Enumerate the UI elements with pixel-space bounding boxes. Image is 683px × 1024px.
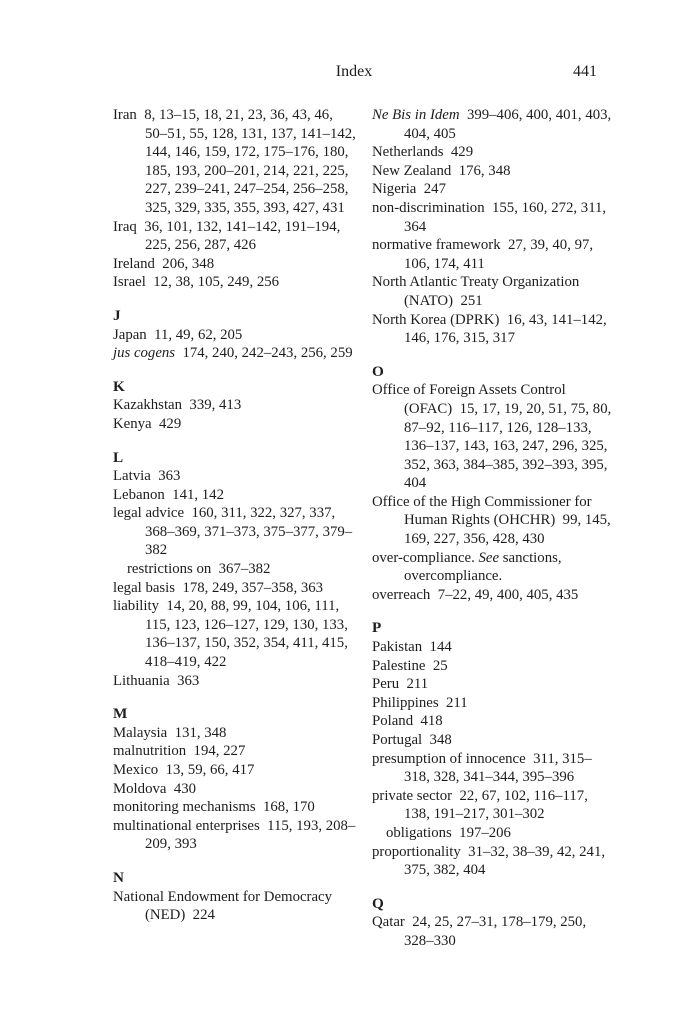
entry-term — [127, 561, 211, 577]
entry-term-part: Moldova — [113, 780, 167, 797]
entry-term — [113, 416, 152, 432]
section-heading: P — [372, 619, 382, 637]
entry-locators: 211 — [399, 676, 429, 693]
entry-term-part: Israel — [113, 274, 146, 291]
index-entry — [372, 162, 616, 181]
index-entry — [113, 396, 357, 415]
entry-term-part: North Atlantic Treaty Organization (NATO) — [372, 274, 580, 309]
entry-locators: 25 — [425, 657, 448, 674]
index-entry — [372, 843, 616, 880]
index-entry — [372, 549, 616, 586]
index-entry — [372, 731, 616, 750]
index-entry — [113, 761, 357, 780]
entry-locators: 363 — [169, 672, 200, 689]
entry-term — [113, 762, 158, 778]
entry-term-part: legal advice — [113, 505, 185, 522]
index-columns — [113, 106, 621, 951]
page-header — [113, 62, 621, 82]
entry-locators: 13, 59, 66, 417 — [158, 762, 255, 778]
entry-term-part: Peru — [372, 676, 400, 693]
entry-term — [372, 751, 526, 767]
entry-term — [113, 107, 137, 123]
entry-term — [113, 397, 182, 413]
entry-locators: 131, 348 — [167, 724, 227, 741]
entry-term — [372, 695, 439, 711]
index-entry — [113, 273, 357, 292]
entry-term — [372, 237, 501, 253]
entry-term — [113, 799, 256, 815]
entry-term — [372, 107, 460, 123]
entry-term — [372, 144, 444, 160]
entry-term — [372, 788, 452, 804]
index-entry — [113, 724, 357, 743]
entry-locators: 174, 240, 242–243, 256, 259 — [175, 345, 353, 362]
entry-term-part: Ireland — [113, 255, 155, 272]
index-entry — [113, 326, 357, 345]
index-entry — [113, 888, 357, 925]
entry-term — [372, 639, 422, 655]
index-entry — [372, 493, 616, 549]
entry-locators: 22, 67, 102, 116–117, 138, 191–217, 301–302 — [404, 787, 588, 823]
entry-locators: 247 — [416, 181, 446, 198]
entry-locators: 339, 413 — [182, 397, 242, 414]
section-heading: O — [372, 362, 384, 380]
entry-term-part: Netherlands — [372, 144, 444, 161]
index-entry — [372, 236, 616, 273]
entry-term — [113, 327, 147, 343]
index-section — [372, 895, 616, 951]
entry-locators: 16, 43, 141–142, 146, 176, 315, 317 — [404, 311, 607, 347]
entry-locators: 430 — [166, 780, 197, 797]
index-entry — [372, 381, 616, 493]
index-section — [372, 619, 616, 879]
entry-term-part: National Endowment for Democracy (NED) — [113, 888, 332, 924]
index-entry — [372, 199, 616, 236]
entry-term — [372, 658, 425, 674]
entry-term-italic-part: jus cogens — [113, 345, 176, 362]
index-entry — [113, 467, 357, 486]
entry-term — [113, 889, 332, 924]
entry-term-part: Portugal — [372, 732, 423, 748]
entry-locators: 15, 17, 19, 20, 51, 75, 80, 87–92, 116–117, 126, 128–133, 136–137, 143, 163, 247, 296, 325, 352, 363, 384–385, 392–393, 395, 404 — [404, 400, 612, 492]
index-subentry — [372, 824, 616, 843]
entry-locators: 197–206 — [451, 824, 511, 841]
index-entry — [113, 218, 357, 255]
entry-locators: 206, 348 — [154, 255, 215, 272]
entry-term — [113, 598, 159, 614]
entry-term-part: Iraq — [113, 218, 137, 235]
entry-locators: 176, 348 — [451, 162, 511, 179]
index-section — [372, 106, 616, 348]
entry-term — [113, 505, 184, 521]
index-entry — [372, 913, 616, 950]
index-section — [113, 106, 357, 292]
entry-locators: 24, 25, 27–31, 178–179, 250, 328–330 — [404, 914, 587, 949]
entry-term-part: Lebanon — [113, 486, 165, 503]
entry-locators: 363 — [150, 468, 181, 485]
entry-term-part: Philippines — [372, 694, 439, 711]
page-title: Index — [335, 63, 373, 80]
entry-term — [113, 673, 170, 689]
section-heading: J — [113, 306, 121, 324]
entry-term — [113, 818, 260, 834]
entry-locators: 418 — [413, 713, 443, 730]
entry-term-part: Latvia — [113, 468, 151, 485]
index-section — [113, 307, 357, 363]
index-entry — [372, 106, 616, 143]
entry-term-italic-part: Ne Bis in Idem — [372, 107, 460, 123]
entry-locators: 27, 39, 40, 97, 106, 174, 411 — [404, 237, 594, 272]
section-heading: Q — [372, 894, 384, 912]
index-entry — [113, 597, 357, 671]
entry-term-part: proportionality — [372, 843, 461, 860]
entry-term-part: Office of Foreign Assets Control (OFAC) — [372, 382, 566, 417]
entry-locators: 14, 20, 88, 99, 104, 106, 111, 115, 123, 126–127, 129, 130, 133, 136–137, 150, 352, 354, 411, 415, 418–419, 422 — [145, 598, 348, 671]
entry-term — [372, 181, 416, 197]
entry-term-part: presumption of innocence — [372, 750, 526, 767]
index-entry — [372, 712, 616, 731]
entry-term — [372, 200, 485, 216]
entry-term — [372, 587, 430, 603]
entry-locators: 399–406, 400, 401, 403, 404, 405 — [404, 107, 612, 142]
entry-term — [372, 914, 405, 930]
index-column-left — [113, 106, 357, 951]
index-entry — [372, 675, 616, 694]
entry-locators: 36, 101, 132, 141–142, 191–194, 225, 256, 287, 426 — [136, 218, 341, 254]
entry-term — [386, 825, 452, 841]
entry-locators: 348 — [422, 732, 452, 748]
index-entry — [113, 579, 357, 598]
entry-locators: 168, 170 — [255, 799, 315, 816]
entry-locators: 367–382 — [211, 561, 271, 578]
index-entry — [372, 311, 616, 348]
index-entry — [113, 106, 357, 218]
entry-term — [113, 256, 155, 272]
entry-term — [372, 312, 499, 328]
entry-locators: 31–32, 38–39, 42, 241, 375, 382, 404 — [404, 843, 606, 879]
entry-term — [113, 274, 146, 290]
entry-term — [372, 713, 413, 729]
entry-term — [113, 725, 167, 741]
index-entry — [113, 255, 357, 274]
entry-locators: 194, 227 — [186, 743, 246, 760]
entry-term — [113, 781, 166, 797]
entry-locators: 251 — [453, 292, 483, 309]
entry-locators: 141, 142 — [164, 486, 224, 503]
entry-locators: 311, 315–318, 328, 341–344, 395–396 — [404, 750, 592, 786]
entry-term-part: sanctions, overcompliance. — [404, 549, 562, 585]
entry-term-part: obligations — [386, 824, 452, 841]
entry-term — [113, 468, 151, 484]
entry-term-part: overreach — [372, 586, 431, 603]
entry-locators: 429 — [151, 415, 182, 432]
entry-locators: 99, 145, 169, 227, 356, 428, 430 — [404, 512, 611, 548]
index-entry — [372, 787, 616, 824]
entry-term-part: legal basis — [113, 579, 176, 596]
page-number: 441 — [573, 63, 597, 80]
entry-term-part: Poland — [372, 713, 414, 730]
entry-term — [113, 219, 137, 235]
index-entry — [372, 657, 616, 676]
section-heading: N — [113, 868, 124, 886]
entry-term-part: Pakistan — [372, 639, 423, 656]
entry-term-part: Kenya — [113, 415, 152, 432]
entry-locators: 224 — [185, 907, 215, 924]
entry-term-part: over-compliance. — [372, 549, 479, 566]
entry-term-part: liability — [113, 598, 160, 615]
entry-term-part: North Korea (DPRK) — [372, 311, 500, 328]
entry-term-part: Japan — [113, 326, 147, 343]
index-entry — [113, 780, 357, 799]
index-entry — [113, 742, 357, 761]
entry-term — [372, 732, 422, 748]
index-section — [113, 378, 357, 434]
index-section — [113, 449, 357, 691]
index-entry — [372, 180, 616, 199]
entry-locators: 7–22, 49, 400, 405, 435 — [430, 586, 579, 603]
entry-locators: 144 — [422, 639, 452, 656]
entry-locators: 211 — [438, 694, 468, 711]
entry-term-part: monitoring mechanisms — [113, 799, 256, 816]
index-subentry — [113, 560, 357, 579]
index-column-right — [372, 106, 616, 951]
index-entry — [113, 817, 357, 854]
entry-locators: 155, 160, 272, 311, 364 — [404, 199, 607, 235]
index-section — [113, 705, 357, 854]
entry-term-part: restrictions on — [127, 561, 212, 578]
index-entry — [113, 415, 357, 434]
entry-term — [113, 580, 175, 596]
entry-term — [113, 345, 175, 361]
entry-term — [113, 487, 165, 503]
entry-term-part: multinational enterprises — [113, 817, 260, 834]
entry-term-part: Lithuania — [113, 672, 170, 689]
index-entry — [372, 750, 616, 787]
index-section — [372, 363, 616, 605]
entry-term-part: private sector — [372, 787, 453, 804]
entry-term-part: New Zealand — [372, 162, 452, 179]
entry-term — [372, 844, 461, 860]
entry-term — [372, 676, 399, 692]
entry-term-part: Malaysia — [113, 724, 168, 741]
entry-term — [372, 550, 562, 585]
entry-term-part: malnutrition — [113, 743, 187, 760]
entry-locators: 8, 13–15, 18, 21, 23, 36, 43, 46, 50–51, 55, 128, 131, 137, 141–142, 144, 146, 159, 172, 175–176, 180, 185, 193, 200–201, 214, 221, 225, 227, 239–241, 247–254, 256–258, 325, 329, 335, 355, 393, 427, 431 — [136, 107, 356, 216]
index-entry — [113, 672, 357, 691]
entry-locators: 160, 311, 322, 327, 337, 368–369, 371–373, 375–377, 379–382 — [145, 505, 353, 559]
entry-term-part: Kazakhstan — [113, 397, 183, 414]
entry-locators: 12, 38, 105, 249, 256 — [145, 274, 280, 291]
section-heading: L — [113, 448, 124, 466]
entry-term — [372, 163, 451, 179]
index-entry — [372, 143, 616, 162]
entry-term-part: normative framework — [372, 237, 501, 254]
entry-term-part: Mexico — [113, 762, 159, 778]
entry-term-part: non-discrimination — [372, 199, 485, 216]
index-entry — [113, 798, 357, 817]
entry-locators: 11, 49, 62, 205 — [146, 326, 243, 343]
entry-locators: 178, 249, 357–358, 363 — [175, 579, 324, 596]
section-heading: M — [113, 705, 128, 723]
entry-term-part: Nigeria — [372, 181, 417, 198]
entry-term-part: Palestine — [372, 657, 426, 674]
index-entry — [372, 638, 616, 657]
index-entry — [372, 694, 616, 713]
entry-term-part: Qatar — [372, 914, 405, 931]
entry-term-part: Office of the High Commissioner for Human Rights (OHCHR) — [372, 493, 592, 529]
index-entry — [372, 586, 616, 605]
entry-term-part: Iran — [113, 107, 137, 123]
section-heading: K — [113, 377, 125, 395]
entry-term-italic-part: See — [478, 549, 500, 566]
index-entry — [113, 344, 357, 363]
entry-term — [113, 743, 186, 759]
index-section — [113, 869, 357, 925]
index-entry — [113, 504, 357, 560]
index-entry — [113, 486, 357, 505]
entry-locators: 115, 193, 208–209, 393 — [145, 817, 356, 853]
entry-locators: 429 — [443, 144, 474, 161]
index-entry — [372, 273, 616, 310]
